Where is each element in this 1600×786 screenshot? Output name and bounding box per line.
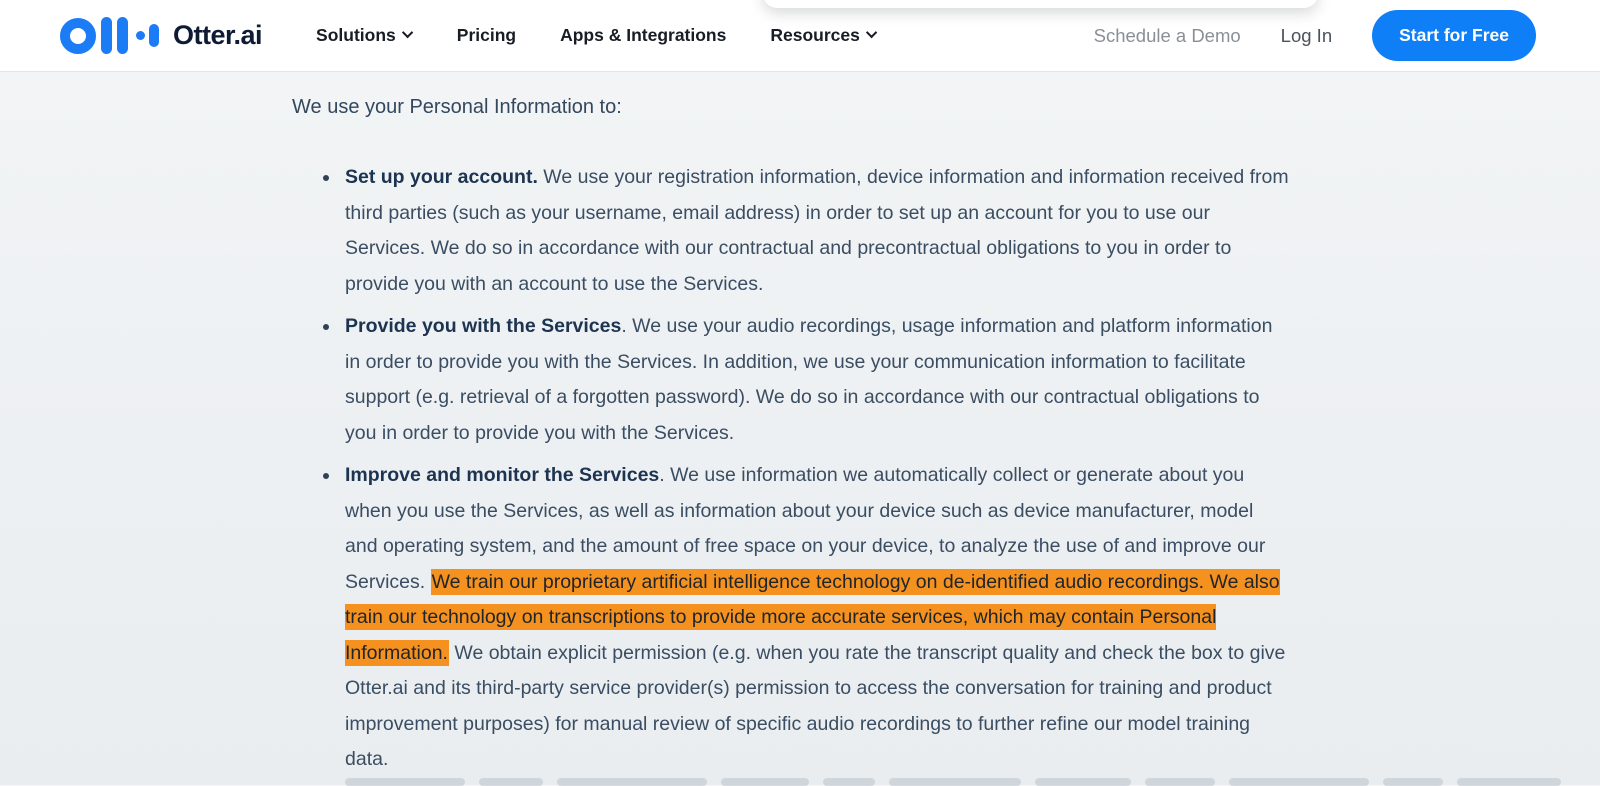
nav-pricing-label: Pricing — [456, 25, 517, 45]
login-link[interactable]: Log In — [1280, 24, 1333, 46]
use-of-information-list — [292, 160, 1290, 778]
intro-line: We use your Personal Information to: — [292, 96, 622, 118]
bullet-body: . We use your audio recordings, usage information and platform information in order to provide you with the Services. In addition, we use your communication information to facilitate support (e.g. retrieval of a forgotten password). We do so in accordance with our contractual obligations to you in order to provide you with the Services. — [345, 315, 1273, 444]
brand[interactable] — [60, 17, 262, 55]
nav-resources-label: Resources — [770, 25, 860, 45]
cutoff-overlay-card — [763, 0, 1318, 8]
bullet-lead: Set up your account. — [345, 166, 538, 188]
nav-solutions[interactable] — [316, 25, 413, 46]
privacy-policy-content — [0, 72, 1600, 778]
bullet-lead: Improve and monitor the Services — [345, 464, 660, 486]
nav-pricing[interactable] — [457, 25, 516, 46]
brand-name: Otter.ai — [173, 20, 263, 50]
highlighted-text: We train our proprietary artificial intelligence technology on de-identified audio recordings. We also train our technology on transcriptions to provide more accurate services, which may contain Personal Information. — [345, 570, 1280, 664]
navbar — [0, 0, 1600, 72]
main-nav — [316, 25, 877, 46]
chevron-down-icon — [402, 27, 413, 38]
nav-apps-integrations-label: Apps & Integrations — [560, 25, 727, 45]
schedule-demo-link[interactable]: Schedule a Demo — [1093, 24, 1241, 46]
nav-right — [1094, 10, 1536, 61]
otter-logo-icon — [60, 17, 159, 55]
logo-bar — [117, 17, 128, 54]
nav-apps-integrations[interactable] — [560, 25, 726, 46]
bullet-lead: Provide you with the Services — [345, 315, 622, 337]
bullet-body: . We use information we automatically collect or generate about you when you use the Services, as well as information about your device such as device manufacturer, model and operating system, and the amount of free space on your device, to analyze the use of and improve our Services. — [345, 464, 1266, 593]
list-item-improve-monitor — [345, 458, 1290, 778]
logo-dot — [136, 31, 145, 40]
nav-solutions-label: Solutions — [316, 25, 396, 45]
logo-wave — [136, 24, 159, 47]
start-for-free-button[interactable]: Start for Free — [1372, 10, 1536, 61]
bullet-body: We use your registration information, device information and information received from third parties (such as your username, email address) in order to set up an account for you to use our Services. We do so in accordance with our contractual and precontractual obligations to you in order to provide you with an account to use the Services. — [345, 166, 1289, 295]
logo-bar — [101, 17, 112, 54]
chevron-down-icon — [866, 27, 877, 38]
nav-resources[interactable] — [770, 25, 877, 46]
bullet-body: We obtain explicit permission (e.g. when you rate the transcript quality and check the box to give Otter.ai and its third-party service provider(s) permission to access the conversation for training and product improvement purposes) for manual review of specific audio recordings to further refine our model training data. — [345, 641, 1286, 770]
logo-bar — [149, 24, 159, 47]
list-item-set-up-account — [345, 160, 1290, 302]
logo-ring — [60, 18, 96, 54]
list-item-provide-services — [345, 309, 1290, 451]
